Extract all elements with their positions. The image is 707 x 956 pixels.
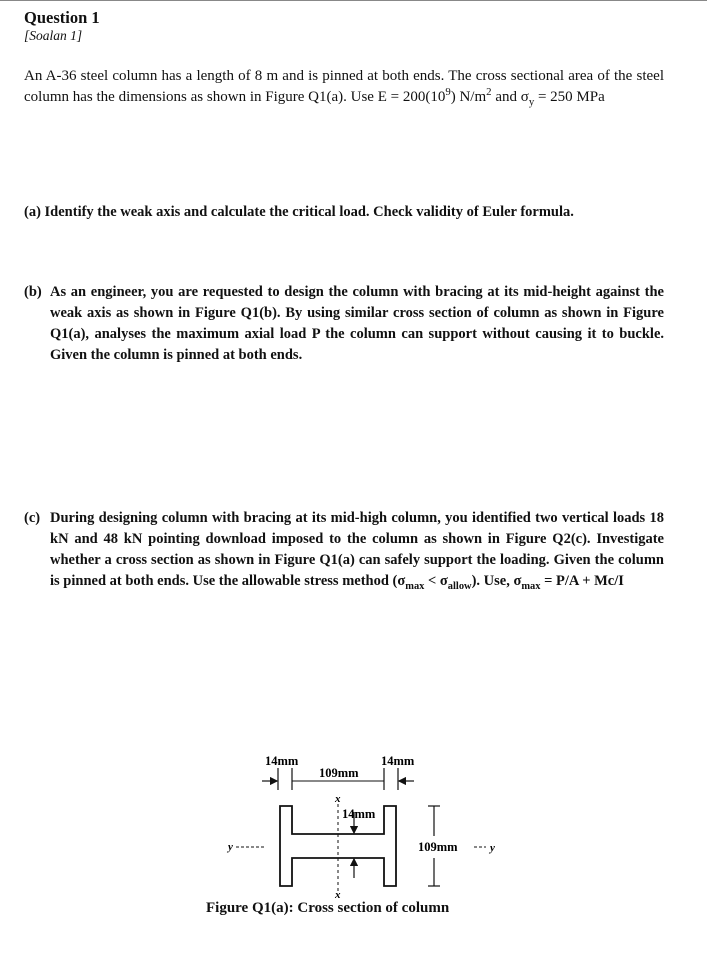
question-title: Question 1 [24, 8, 100, 27]
part-c-sub-allow: allow [447, 580, 472, 592]
dim-height-label: 109mm [418, 840, 458, 854]
part-c-label: (c) [24, 510, 41, 526]
part-b-question [24, 282, 664, 366]
cross-section-figure [218, 750, 508, 900]
figure-caption: Figure Q1(a): Cross section of column [206, 900, 450, 916]
part-c-sub-max-2: max [521, 580, 541, 592]
axis-x-top-label: x [335, 793, 341, 805]
top-rule [0, 0, 707, 1]
intro-exponent-9: 9 [445, 85, 451, 98]
part-c-text [50, 508, 664, 592]
dim-right-flange-label: 14mm [381, 754, 415, 768]
part-c-text-3: ). Use, σ [471, 573, 522, 589]
part-c-text-4: = P/A + Mc/I [540, 573, 624, 589]
dim-width-label: 109mm [319, 766, 359, 780]
part-c-text-2: < σ [424, 573, 448, 589]
dim-left-flange-label: 14mm [265, 754, 299, 768]
part-c-text-1: During designing column with bracing at its mid-high column, you identified two vertical loads 18 kN and 48 kN pointing download imposed to the column as shown in Figure Q2(c). Investigate whether a cross section as shown in Figure Q1(a) can safely support the loading. Given the column is pinned at both ends. Use the allowable stress method (σ [50, 510, 664, 589]
intro-paragraph [24, 66, 664, 107]
dim-web-label: 14mm [342, 807, 376, 821]
axis-y-right-label: y [490, 842, 495, 854]
part-b-text: As an engineer, you are requested to design the column with bracing at its mid-height against the weak axis as shown in Figure Q1(b). By using similar cross section of column as shown in Figure Q1(a), analyses the maximum axial load P the column can support without causing it to buckle. Given the column is pinned at both ends. [50, 284, 664, 363]
question-subtitle: [Soalan 1] [24, 28, 83, 43]
intro-exponent-2: 2 [486, 85, 492, 98]
part-b-label: (b) [24, 284, 42, 300]
intro-text-1: An A-36 steel column has a length of 8 m and is pinned at both ends. The cross sectional area of the steel column has the dimensions as shown in Figure Q1(a). Use E = 200(10 [24, 68, 664, 105]
part-c-question [24, 508, 664, 592]
part-c-sub-max-1: max [405, 580, 425, 592]
intro-text-4: = 250 MPa [534, 88, 605, 105]
axis-y-left-label: y [228, 841, 233, 853]
intro-text-3: and σ [491, 88, 529, 105]
i-beam-diagram [218, 750, 508, 900]
part-a-question: (a) Identify the weak axis and calculate the critical load. Check validity of Euler formula. [24, 204, 574, 220]
intro-text-2: ) N/m [450, 88, 487, 105]
axis-x-bottom-label: x [335, 889, 341, 900]
intro-subscript-y: y [528, 95, 535, 108]
